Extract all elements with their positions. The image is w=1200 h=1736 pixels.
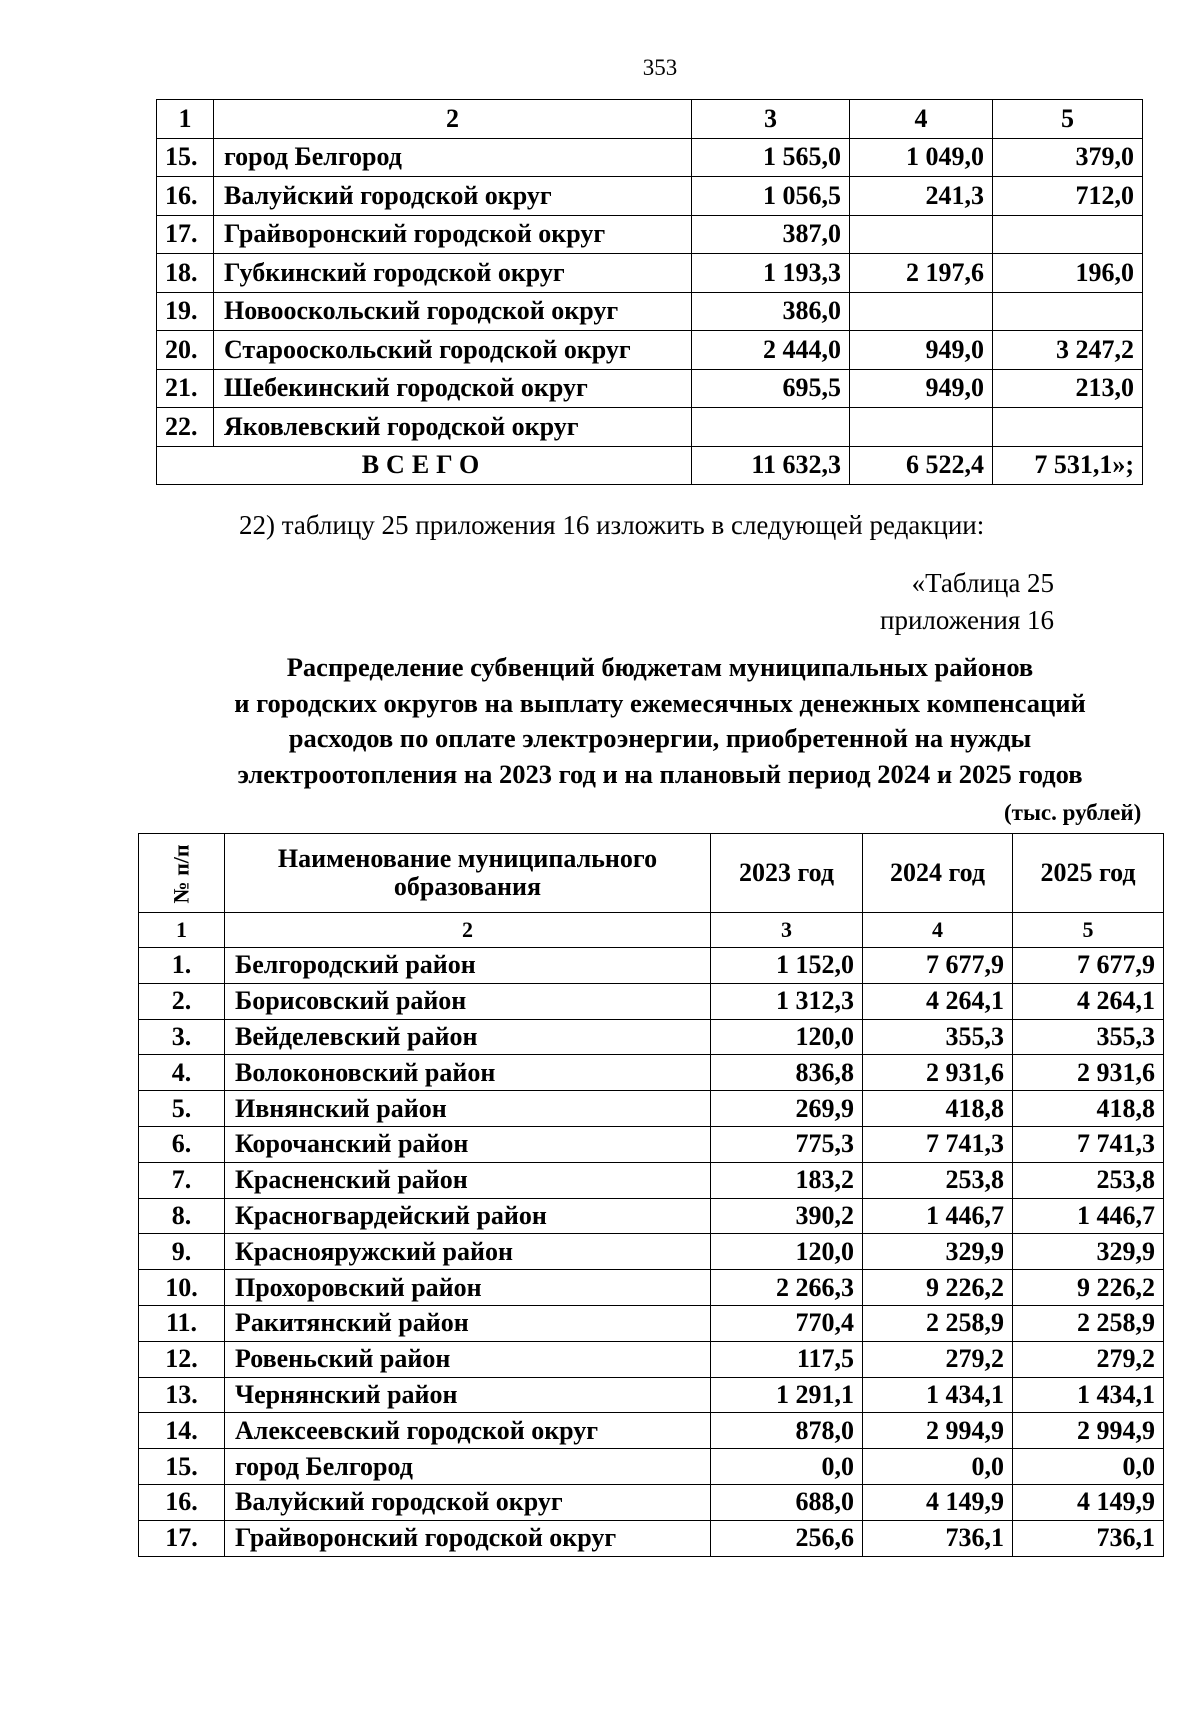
row-value-cell: 878,0: [711, 1413, 863, 1449]
title-line: электроотопления на 2023 год и на плановый период 2024 и 2025 годов: [237, 758, 1083, 789]
row-value-cell: 241,3: [850, 177, 993, 216]
title-line: и городских округов на выплату ежемесячных денежных компенсаций: [234, 687, 1086, 718]
table-header-row: [157, 100, 1143, 139]
table-label: [880, 565, 1054, 638]
header-cell: 4: [850, 100, 993, 139]
row-name-cell: Валуйский городской округ: [214, 177, 692, 216]
row-value-cell: 736,1: [863, 1520, 1013, 1556]
table-row: [139, 1305, 1164, 1341]
row-number-cell: 10.: [139, 1270, 225, 1306]
row-name-cell: Борисовский район: [225, 983, 711, 1019]
amendment-paragraph: 22) таблицу 25 приложения 16 изложить в следующей редакции:: [239, 510, 985, 540]
row-value-cell: 355,3: [1013, 1019, 1164, 1055]
table-row: [157, 292, 1143, 331]
row-value-cell: 279,2: [863, 1341, 1013, 1377]
row-value-cell: 279,2: [1013, 1341, 1164, 1377]
row-value-cell: 355,3: [863, 1019, 1013, 1055]
index-cell: 4: [863, 913, 1013, 948]
row-name-cell: Ровеньский район: [225, 1341, 711, 1377]
table-row: [157, 177, 1143, 216]
column-index-row: [139, 913, 1164, 948]
row-number-cell: 16.: [139, 1484, 225, 1520]
row-name-cell: Губкинский городской округ: [214, 254, 692, 293]
row-value-cell: [692, 408, 850, 447]
row-value-cell: 4 264,1: [1013, 983, 1164, 1019]
table-label-line: приложения 16: [880, 604, 1055, 635]
row-number-cell: 2.: [139, 983, 225, 1019]
header-cell-num: [139, 834, 225, 913]
row-number-cell: 19.: [157, 292, 214, 331]
row-value-cell: 2 266,3: [711, 1270, 863, 1306]
row-value-cell: [850, 215, 993, 254]
row-value-cell: [993, 215, 1143, 254]
table-row: [157, 254, 1143, 293]
index-cell: 1: [139, 913, 225, 948]
row-name-cell: Белгородский район: [225, 948, 711, 984]
page-number: 353: [642, 55, 678, 80]
row-value-cell: 418,8: [1013, 1091, 1164, 1127]
row-value-cell: 949,0: [850, 369, 993, 408]
row-value-cell: 253,8: [863, 1162, 1013, 1198]
row-value-cell: 1 565,0: [692, 138, 850, 177]
row-value-cell: 1 291,1: [711, 1377, 863, 1413]
row-value-cell: 2 258,9: [1013, 1305, 1164, 1341]
row-value-cell: 390,2: [711, 1198, 863, 1234]
row-name-cell: Валуйский городской округ: [225, 1484, 711, 1520]
header-cell: 2: [214, 100, 692, 139]
row-number-cell: 20.: [157, 331, 214, 370]
row-name-cell: Шебекинский городской округ: [214, 369, 692, 408]
row-value-cell: 4 264,1: [863, 983, 1013, 1019]
header-cell: 1: [157, 100, 214, 139]
table-row: [139, 1449, 1164, 1485]
table-row: [139, 1413, 1164, 1449]
row-value-cell: 7 741,3: [863, 1126, 1013, 1162]
row-value-cell: 0,0: [711, 1449, 863, 1485]
table-continuation: [156, 99, 1143, 485]
row-name-cell: Вейделевский район: [225, 1019, 711, 1055]
row-value-cell: 1 193,3: [692, 254, 850, 293]
title-line: расходов по оплате электроэнергии, приобретенной на нужды: [288, 723, 1032, 753]
row-number-cell: 5.: [139, 1091, 225, 1127]
row-value-cell: 196,0: [993, 254, 1143, 293]
row-value-cell: 1 049,0: [850, 138, 993, 177]
row-value-cell: 695,5: [692, 369, 850, 408]
row-value-cell: 120,0: [711, 1234, 863, 1270]
unit-label: (тыс. рублей): [1004, 800, 1142, 825]
table-row: [139, 983, 1164, 1019]
row-number-cell: 7.: [139, 1162, 225, 1198]
row-name-cell: Ивнянский район: [225, 1091, 711, 1127]
row-name-cell: Корочанский район: [225, 1126, 711, 1162]
table-row: [139, 948, 1164, 984]
row-value-cell: 213,0: [993, 369, 1143, 408]
table-row: [139, 1234, 1164, 1270]
row-name-cell: Грайворонский городской округ: [214, 215, 692, 254]
row-value-cell: 1 312,3: [711, 983, 863, 1019]
row-value-cell: 387,0: [692, 215, 850, 254]
row-value-cell: 253,8: [1013, 1162, 1164, 1198]
subvention-table: [138, 833, 1164, 1557]
row-number-cell: 12.: [139, 1341, 225, 1377]
row-value-cell: 688,0: [711, 1484, 863, 1520]
index-cell: 2: [225, 913, 711, 948]
row-number-cell: 3.: [139, 1019, 225, 1055]
table-row: [139, 1091, 1164, 1127]
row-value-cell: 2 931,6: [863, 1055, 1013, 1091]
row-value-cell: 379,0: [993, 138, 1143, 177]
total-value-cell: 7 531,1»;: [993, 446, 1143, 485]
row-value-cell: 1 434,1: [1013, 1377, 1164, 1413]
table-row: [139, 1484, 1164, 1520]
row-value-cell: 1 446,7: [1013, 1198, 1164, 1234]
total-label-cell: ВСЕГО: [157, 446, 692, 485]
row-number-cell: 15.: [157, 138, 214, 177]
row-value-cell: 1 446,7: [863, 1198, 1013, 1234]
row-value-cell: 0,0: [1013, 1449, 1164, 1485]
row-name-cell: Яковлевский городской округ: [214, 408, 692, 447]
table-row: [139, 1520, 1164, 1556]
index-cell: 3: [711, 913, 863, 948]
row-number-cell: 21.: [157, 369, 214, 408]
table-title: [0, 650, 1200, 792]
row-number-cell: 11.: [139, 1305, 225, 1341]
row-value-cell: 2 994,9: [1013, 1413, 1164, 1449]
row-name-cell: город Белгород: [214, 138, 692, 177]
row-value-cell: 2 994,9: [863, 1413, 1013, 1449]
header-cell-2025: 2025 год: [1013, 834, 1164, 913]
row-number-cell: 1.: [139, 948, 225, 984]
row-name-cell: Старооскольский городской округ: [214, 331, 692, 370]
row-value-cell: 120,0: [711, 1019, 863, 1055]
header-num-text: № п/п: [168, 844, 194, 904]
header-cell: 3: [692, 100, 850, 139]
row-value-cell: 4 149,9: [863, 1484, 1013, 1520]
table-row: [157, 138, 1143, 177]
row-value-cell: 736,1: [1013, 1520, 1164, 1556]
row-value-cell: 3 247,2: [993, 331, 1143, 370]
row-value-cell: 329,9: [863, 1234, 1013, 1270]
table-row: [139, 1019, 1164, 1055]
row-value-cell: 836,8: [711, 1055, 863, 1091]
row-value-cell: 7 741,3: [1013, 1126, 1164, 1162]
row-number-cell: 9.: [139, 1234, 225, 1270]
row-name-cell: Краснояружский район: [225, 1234, 711, 1270]
row-value-cell: 269,9: [711, 1091, 863, 1127]
row-name-cell: Прохоровский район: [225, 1270, 711, 1306]
row-value-cell: 2 258,9: [863, 1305, 1013, 1341]
row-value-cell: 2 197,6: [850, 254, 993, 293]
table-row: [139, 1198, 1164, 1234]
row-value-cell: 1 434,1: [863, 1377, 1013, 1413]
row-value-cell: 1 056,5: [692, 177, 850, 216]
total-value-cell: 11 632,3: [692, 446, 850, 485]
total-row: [157, 446, 1143, 485]
row-value-cell: 418,8: [863, 1091, 1013, 1127]
row-number-cell: 18.: [157, 254, 214, 293]
row-value-cell: [993, 292, 1143, 331]
row-number-cell: 8.: [139, 1198, 225, 1234]
row-value-cell: [850, 408, 993, 447]
row-value-cell: 770,4: [711, 1305, 863, 1341]
row-value-cell: 183,2: [711, 1162, 863, 1198]
row-name-cell: Алексеевский городской округ: [225, 1413, 711, 1449]
row-number-cell: 13.: [139, 1377, 225, 1413]
index-cell: 5: [1013, 913, 1164, 948]
header-cell-2023: 2023 год: [711, 834, 863, 913]
row-value-cell: 7 677,9: [1013, 948, 1164, 984]
table-row: [157, 369, 1143, 408]
row-value-cell: 117,5: [711, 1341, 863, 1377]
row-value-cell: [993, 408, 1143, 447]
row-value-cell: 0,0: [863, 1449, 1013, 1485]
title-line: Распределение субвенций бюджетам муниципальных районов: [286, 652, 1034, 682]
row-name-cell: Красненский район: [225, 1162, 711, 1198]
row-name-cell: Ракитянский район: [225, 1305, 711, 1341]
table-row: [157, 331, 1143, 370]
table-row: [139, 1341, 1164, 1377]
row-value-cell: 949,0: [850, 331, 993, 370]
table-row: [139, 1377, 1164, 1413]
table-label-line: «Таблица 25: [911, 568, 1055, 598]
row-value-cell: 329,9: [1013, 1234, 1164, 1270]
row-number-cell: 17.: [139, 1520, 225, 1556]
row-value-cell: 1 152,0: [711, 948, 863, 984]
table-row: [139, 1270, 1164, 1306]
row-value-cell: 256,6: [711, 1520, 863, 1556]
row-number-cell: 14.: [139, 1413, 225, 1449]
row-value-cell: 386,0: [692, 292, 850, 331]
row-name-cell: город Белгород: [225, 1449, 711, 1485]
row-value-cell: 2 931,6: [1013, 1055, 1164, 1091]
row-name-cell: Новооскольский городской округ: [214, 292, 692, 331]
total-value-cell: 6 522,4: [850, 446, 993, 485]
table-row: [157, 408, 1143, 447]
row-value-cell: 7 677,9: [863, 948, 1013, 984]
row-number-cell: 22.: [157, 408, 214, 447]
row-value-cell: 9 226,2: [1013, 1270, 1164, 1306]
table-row: [139, 1055, 1164, 1091]
row-name-cell: Красногвардейский район: [225, 1198, 711, 1234]
row-number-cell: 17.: [157, 215, 214, 254]
row-number-cell: 6.: [139, 1126, 225, 1162]
row-value-cell: 9 226,2: [863, 1270, 1013, 1306]
row-value-cell: 4 149,9: [1013, 1484, 1164, 1520]
row-value-cell: 775,3: [711, 1126, 863, 1162]
row-number-cell: 15.: [139, 1449, 225, 1485]
row-name-cell: Грайворонский городской округ: [225, 1520, 711, 1556]
row-value-cell: 712,0: [993, 177, 1143, 216]
row-name-cell: Волоконовский район: [225, 1055, 711, 1091]
table-header-row: [139, 834, 1164, 913]
table-row: [139, 1162, 1164, 1198]
header-cell-name: Наименование муниципального образования: [225, 834, 711, 913]
table-row: [139, 1126, 1164, 1162]
row-number-cell: 16.: [157, 177, 214, 216]
row-value-cell: [850, 292, 993, 331]
header-cell-2024: 2024 год: [863, 834, 1013, 913]
row-number-cell: 4.: [139, 1055, 225, 1091]
row-name-cell: Чернянский район: [225, 1377, 711, 1413]
table-row: [157, 215, 1143, 254]
header-cell: 5: [993, 100, 1143, 139]
row-value-cell: 2 444,0: [692, 331, 850, 370]
